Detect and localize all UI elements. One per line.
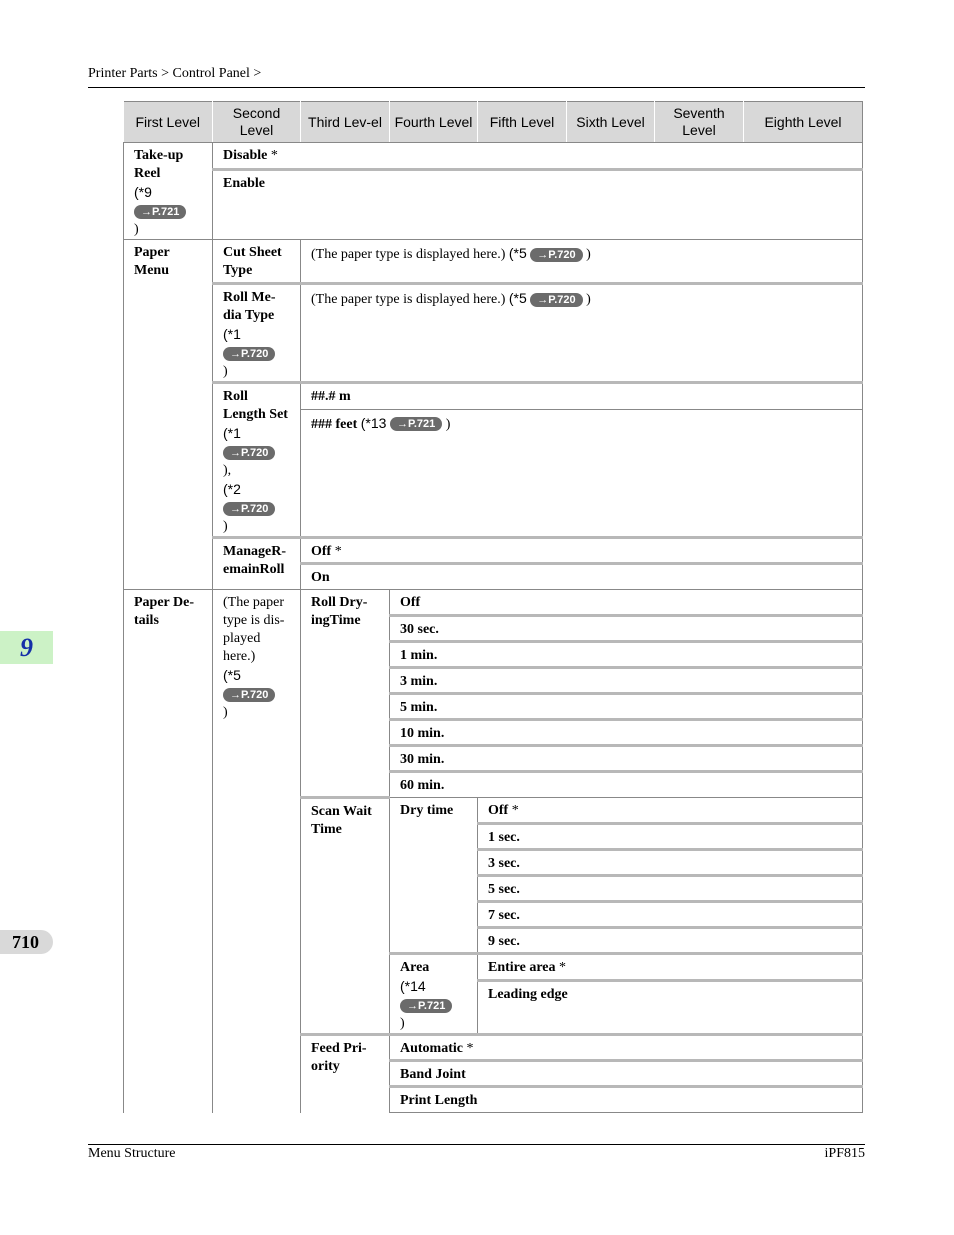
option-band-joint: Band Joint [390, 1061, 863, 1087]
option-30-min: 30 min. [390, 746, 863, 772]
table-row [124, 143, 863, 170]
option-5-min: 5 min. [390, 694, 863, 720]
column-header: First Level [124, 102, 213, 143]
item-label: Roll Me-dia Type [223, 290, 276, 323]
menu-item-roll-media-type [213, 284, 301, 383]
table-row [124, 383, 863, 410]
option-leading-edge: Leading edge [478, 980, 863, 1034]
paper-type-text: (The paper type is dis-played here.) [223, 595, 285, 664]
page-ref-link[interactable]: →P.720 [223, 688, 275, 702]
paper-type-text: (The paper type is displayed here.) [311, 292, 506, 307]
option-1-sec: 1 sec. [478, 824, 863, 850]
menu-item-takeup-reel [124, 143, 213, 240]
header-rule [88, 87, 865, 88]
paper-type-cell [301, 284, 863, 383]
footnote-ref: (*5 [508, 245, 527, 261]
page-ref-link[interactable]: →P.720 [223, 446, 275, 460]
paper-type-cell [301, 240, 863, 284]
menu-item-area [390, 954, 478, 1035]
option-off [478, 798, 863, 824]
option-off [301, 538, 863, 564]
paren-close: ) [134, 222, 139, 237]
footer-model-name: iPF815 [824, 1146, 865, 1161]
column-header: Second Level [213, 102, 301, 143]
table-row [124, 170, 863, 240]
page-number: 710 [0, 930, 53, 954]
default-mark: * [334, 544, 342, 559]
menu-item-cut-sheet-type: Cut Sheet Type [213, 240, 301, 284]
option-entire-area [478, 954, 863, 981]
footnote-ref: (*5 [223, 667, 241, 683]
option-print-length: Print Length [390, 1087, 863, 1113]
option-3-min: 3 min. [390, 668, 863, 694]
menu-item-roll-drying-time: Roll Dry-ingTime [301, 590, 390, 798]
menu-item-dry-time: Dry time [390, 798, 478, 954]
paper-type-text: (The paper type is displayed here.) [311, 247, 506, 262]
column-header: Fourth Level [390, 102, 478, 143]
footer-section-title: Menu Structure [88, 1146, 176, 1161]
option-3-sec: 3 sec. [478, 850, 863, 876]
breadcrumb: Printer Parts > Control Panel > [88, 66, 262, 81]
menu-structure-table [123, 101, 863, 1113]
page-ref-link[interactable]: →P.721 [400, 999, 452, 1013]
footnote-ref: (*13 [360, 414, 387, 431]
menu-item-scan-wait-time: Scan Wait Time [301, 798, 390, 1035]
paren-close: ), [223, 463, 232, 478]
option-length-feet [301, 409, 863, 538]
page-ref-link[interactable]: →P.720 [223, 502, 275, 516]
option-enable: Enable [213, 170, 863, 240]
default-mark: * [270, 148, 278, 163]
paren-close: ) [223, 705, 228, 720]
option-length-m: ##.# m [301, 383, 863, 410]
column-header: Fifth Level [478, 102, 567, 143]
menu-item-paper-menu: Paper Menu [124, 240, 213, 590]
paren-close: ) [400, 1016, 405, 1031]
paren-close: ) [223, 519, 228, 534]
default-mark: * [511, 803, 519, 818]
option-30-sec: 30 sec. [390, 616, 863, 642]
table-row [124, 284, 863, 383]
footnote-ref: (*14 [400, 978, 426, 994]
chapter-tab[interactable]: 9 [0, 631, 53, 664]
paren-close: ) [586, 247, 591, 262]
option-60-min: 60 min. [390, 772, 863, 798]
item-label: Take-up Reel [134, 148, 184, 181]
option-label: Automatic [400, 1041, 463, 1056]
option-automatic [390, 1035, 863, 1061]
page-ref-link[interactable]: →P.720 [530, 293, 582, 307]
paper-type-cell [213, 590, 301, 1113]
option-off: Off [390, 590, 863, 616]
paren-close: ) [586, 292, 591, 307]
footer-rule [88, 1144, 865, 1145]
table-row [124, 590, 863, 616]
item-label: Roll Length Set [223, 389, 288, 422]
table-row [124, 240, 863, 284]
footnote-ref: (*1 [223, 326, 241, 342]
option-disable [213, 143, 863, 170]
footnote-ref: (*1 [223, 425, 241, 441]
column-header: Eighth Level [744, 102, 863, 143]
page-ref-link[interactable]: →P.720 [530, 248, 582, 262]
menu-item-feed-priority: Feed Pri-ority [301, 1035, 390, 1113]
option-on: On [301, 564, 863, 590]
default-mark: * [466, 1041, 474, 1056]
paren-close: ) [445, 416, 451, 432]
option-label: Off [488, 803, 509, 818]
footnote-ref: (*2 [223, 481, 241, 497]
option-1-min: 1 min. [390, 642, 863, 668]
column-header: Sixth Level [567, 102, 655, 143]
option-5-sec: 5 sec. [478, 876, 863, 902]
option-label: Disable [223, 148, 268, 163]
option-9-sec: 9 sec. [478, 928, 863, 954]
page-ref-link[interactable]: →P.721 [390, 417, 442, 431]
default-mark: * [559, 960, 567, 975]
option-label: Entire area [488, 960, 556, 975]
column-header: Third Lev-el [301, 102, 390, 143]
column-header: Seventh Level [655, 102, 744, 143]
paren-close: ) [223, 364, 228, 379]
footnote-ref: (*5 [508, 290, 527, 306]
option-10-min: 10 min. [390, 720, 863, 746]
menu-item-manage-remain-roll: ManageR-emainRoll [213, 538, 301, 590]
item-label: Area [400, 960, 430, 975]
footnote-ref: (*9 [134, 184, 152, 200]
page-ref-link[interactable]: →P.721 [134, 205, 186, 219]
table-row [124, 538, 863, 564]
option-label: ### feet [311, 416, 358, 432]
menu-item-paper-details: Paper De-tails [124, 590, 213, 1113]
table-header-row [124, 102, 863, 143]
option-7-sec: 7 sec. [478, 902, 863, 928]
menu-item-roll-length-set [213, 383, 301, 538]
option-label: Off [311, 544, 332, 559]
page-ref-link[interactable]: →P.720 [223, 347, 275, 361]
